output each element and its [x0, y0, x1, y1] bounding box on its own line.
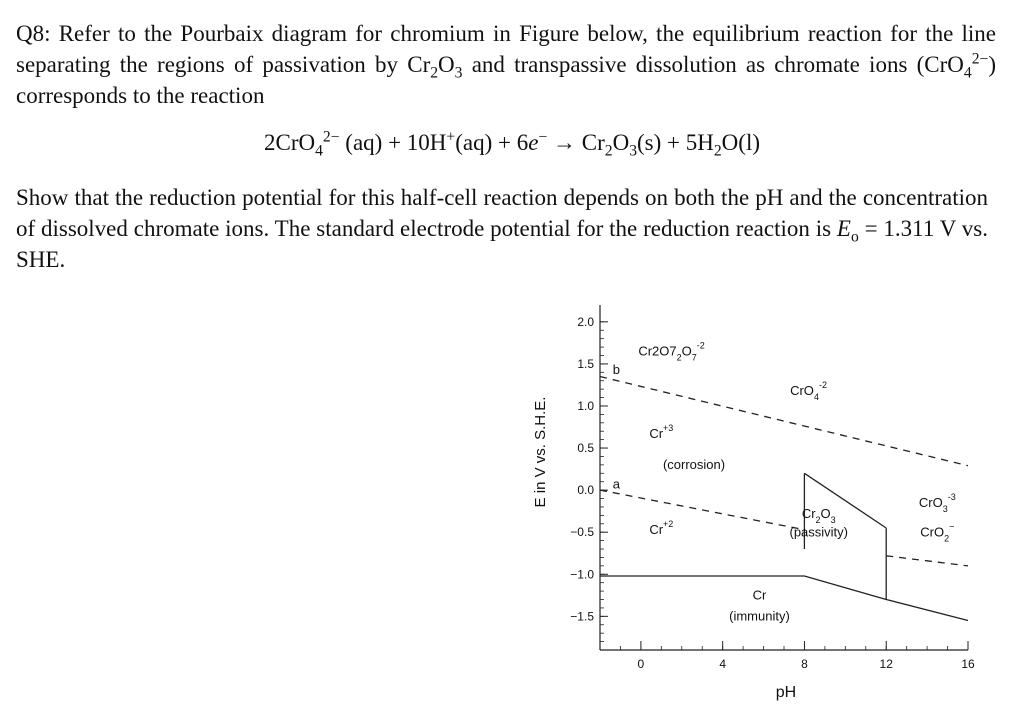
- region-label: [802, 506, 836, 525]
- y-tick-label: −0.5: [570, 525, 594, 540]
- question-number: Q8:: [16, 21, 51, 46]
- x-tick-label: 8: [801, 657, 808, 671]
- superscript: 2−: [971, 50, 989, 68]
- chart-lines: [600, 377, 968, 621]
- y-axis-label: E in V vs. S.H.E.: [532, 396, 549, 508]
- region-label-part: +2: [663, 518, 674, 529]
- x-tick-label: 0: [637, 657, 645, 671]
- y-tick-label: 2.0: [577, 314, 594, 329]
- y-tick-label: 1.5: [577, 356, 594, 371]
- boundary-line: [600, 377, 968, 466]
- region-label-part: (passivity): [789, 524, 849, 540]
- subscript: 2: [604, 142, 613, 160]
- region-label-part: CrO: [920, 524, 945, 540]
- eq-rhs-rest: (s) + 5H: [637, 130, 714, 155]
- eq-lhs: 2CrO: [263, 130, 316, 155]
- region-label-part: Cr: [649, 521, 664, 537]
- chart-labels: [613, 340, 956, 623]
- region-label: [789, 524, 848, 539]
- region-label-part: Cr2O7: [638, 343, 677, 359]
- region-label: [649, 423, 673, 441]
- region-label-part: +3: [663, 422, 674, 433]
- y-tick-label: −1.0: [570, 567, 594, 582]
- region-label-part: -3: [947, 491, 956, 502]
- subscript: 4: [315, 142, 323, 160]
- region-label: [919, 492, 956, 514]
- boundary-line: [886, 556, 968, 566]
- superscript: −: [538, 128, 548, 146]
- eq-rhs: Cr: [581, 130, 605, 155]
- x-tick-label: 16: [961, 657, 975, 671]
- region-label-part: 3: [942, 503, 948, 514]
- region-label-part: 2: [944, 533, 950, 544]
- eq-rhs-end: O(l): [721, 130, 760, 155]
- region-label: [613, 362, 620, 377]
- region-label-part: 2: [815, 514, 821, 525]
- region-label-part: −: [949, 521, 955, 532]
- subscript: 3: [629, 142, 637, 160]
- region-label-part: a: [612, 476, 620, 492]
- eq-arrow: →: [547, 130, 582, 155]
- region-label-part: O: [820, 505, 831, 521]
- question-show-text: Show that the reduction potential for this half-cell reaction depends on both the pH and the concentration of dissolved chromate ions. The standard electrode potential for the reduction reaction is: [16, 185, 988, 241]
- region-label: [649, 519, 673, 537]
- x-axis-label: pH: [775, 684, 797, 701]
- subscript: o: [850, 228, 859, 246]
- region-label-part: Cr: [752, 587, 767, 603]
- eq-electron: e: [528, 130, 539, 155]
- x-tick-label: 4: [719, 657, 727, 671]
- region-label: [729, 609, 790, 624]
- region-label-part: 3: [830, 514, 836, 525]
- region-label: [753, 588, 767, 603]
- question-text-3: ) corresponds to the reaction: [16, 52, 996, 108]
- question-text-1: Refer to the Pourbaix diagram for chromium in Figure below, the equilibrium reaction for the line separating the regions of passivation by Cr: [16, 21, 997, 77]
- subscript: 2: [430, 64, 439, 82]
- region-label-part: (corrosion): [662, 457, 726, 473]
- subscript: 2: [713, 142, 722, 160]
- potential-symbol: E: [836, 216, 851, 241]
- x-tick-label: 12: [879, 657, 893, 671]
- superscript: +: [446, 128, 456, 146]
- region-label-part: CrO: [918, 494, 943, 510]
- region-label-part: O: [681, 343, 692, 359]
- question-text-2: and transpassive dissolution as chromate ions (CrO: [462, 52, 964, 77]
- region-label-part: Cr: [801, 505, 816, 521]
- y-tick-label: 0.0: [577, 483, 594, 498]
- region-label-part: -2: [696, 340, 705, 351]
- region-label-part: 7: [691, 352, 697, 363]
- subscript: 4: [963, 64, 972, 82]
- boundary-line: [600, 490, 804, 530]
- eq-h-rest: (aq) + 6: [455, 130, 529, 155]
- region-label: [613, 476, 621, 491]
- eq-rhs-o: O: [612, 130, 630, 155]
- subscript: 3: [454, 64, 463, 82]
- region-label: [663, 457, 725, 472]
- region-label: [790, 380, 827, 402]
- region-label-part: -2: [818, 380, 827, 391]
- y-tick-label: 1.0: [577, 398, 594, 413]
- region-label-part: b: [612, 362, 620, 377]
- y-tick-label: −1.5: [570, 609, 594, 624]
- region-label-part: 4: [813, 392, 819, 403]
- region-label-part: Cr: [649, 425, 664, 441]
- y-tick-label: 0.5: [577, 441, 594, 456]
- region-label-part: 2: [676, 352, 682, 363]
- question-text-oxygen: O: [438, 52, 455, 77]
- region-label-part: (immunity): [729, 608, 790, 624]
- region-label: [920, 521, 954, 543]
- region-label-part: CrO: [790, 383, 814, 399]
- superscript: 2−: [322, 128, 340, 146]
- potential-value: = 1.311 V vs. SHE.: [16, 216, 988, 272]
- eq-lhs-rest: (aq) + 10H: [339, 130, 447, 155]
- region-label: [638, 340, 704, 362]
